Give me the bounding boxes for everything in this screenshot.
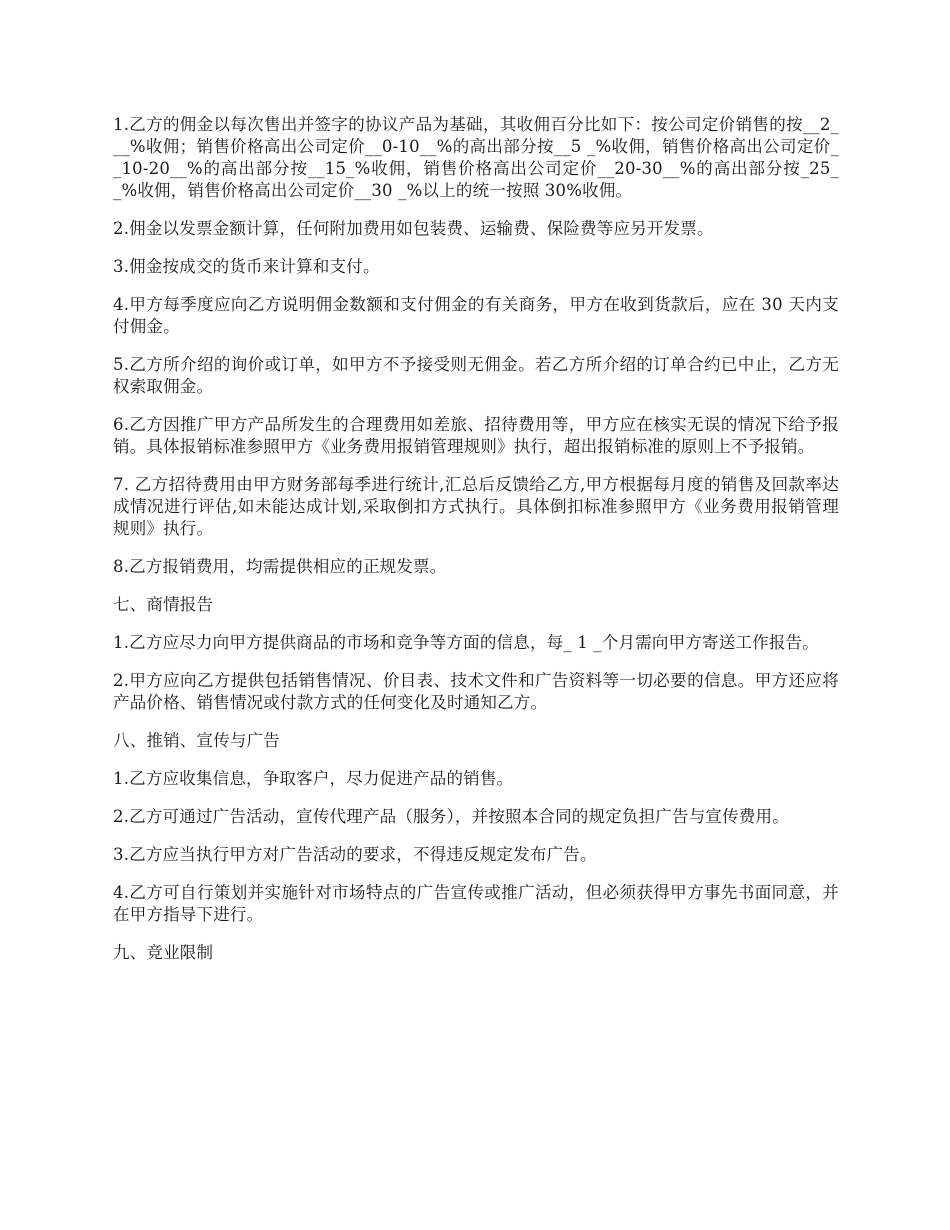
clause-advertising-rules: 3.乙方应当执行甲方对广告活动的要求，不得违反规定发布广告。 [113,845,597,864]
clause-market-info: 1.乙方应尽力向甲方提供商品的市场和竞争等方面的信息，每_ 1 _个月需向甲方寄送工作报告。 [113,633,819,652]
clause-entertainment-expense: 7. 乙方招待费用由甲方财务部每季进行统计,汇总后反馈给乙方,甲方根据每月度的销售及回款率达成情况进行评估,如未能达成计划,采取倒扣方式执行。具体倒扣标准参照甲方《业务费用报销管理规则》执行。 [113,475,839,538]
section-heading-promotion: 八、推销、宣传与广告 [113,731,280,750]
clause-commission-payment: 4.甲方每季度应向乙方说明佣金数额和支付佣金的有关商务，甲方在收到货款后，应在 30 天内支付佣金。 [113,295,839,336]
clause-commission-invoice: 2.佣金以发票金额计算，任何附加费用如包装费、运输费、保险费等应另开发票。 [113,219,714,238]
clause-commission-rates: 1.乙方的佣金以每次售出并签字的协议产品为基础，其收佣百分比如下：按公司定价销售的按__2___%收佣；销售价格高出公司定价__0-10__%的高出部分按__5 _%收佣，销售价格高出公司定价__10-20__%的高出部分按__15_%收佣，销售价格高出公司定价__20-30__%的高出部分按_25_ _%收佣，销售价格高出公司定价__30 _%以上的统一按照 30%收佣。 [113,115,839,200]
section-heading-non-compete: 九、竞业限制 [113,943,214,962]
clause-collect-info: 1.乙方应收集信息，争取客户，尽力促进产品的销售。 [113,769,514,788]
section-heading-business-report: 七、商情报告 [113,595,214,614]
clause-self-promotion: 4.乙方可自行策划并实施针对市场特点的广告宣传或推广活动，但必须获得甲方事先书面同意，并在甲方指导下进行。 [113,883,839,924]
clause-no-commission: 5.乙方所介绍的询价或订单，如甲方不予接受则无佣金。若乙方所介绍的订单合约已中止，乙方无权索取佣金。 [113,355,839,396]
clause-info-provision: 2.甲方应向乙方提供包括销售情况、价目表、技术文件和广告资料等一切必要的信息。甲方还应将产品价格、销售情况或付款方式的任何变化及时通知乙方。 [113,671,839,712]
clause-advertising-cost: 2.乙方可通过广告活动，宣传代理产品（服务），并按照本合同的规定负担广告与宣传费用。 [113,807,789,826]
clause-formal-invoice: 8.乙方报销费用，均需提供相应的正规发票。 [113,557,447,576]
clause-commission-currency: 3.佣金按成交的货币来计算和支付。 [113,257,380,276]
document-body [113,114,839,980]
clause-expense-reimbursement: 6.乙方因推广甲方产品所发生的合理费用如差旅、招待费用等，甲方应在核实无误的情况下给予报销。具体报销标准参照甲方《业务费用报销管理规则》执行，超出报销标准的原则上不予报销。 [113,415,839,456]
